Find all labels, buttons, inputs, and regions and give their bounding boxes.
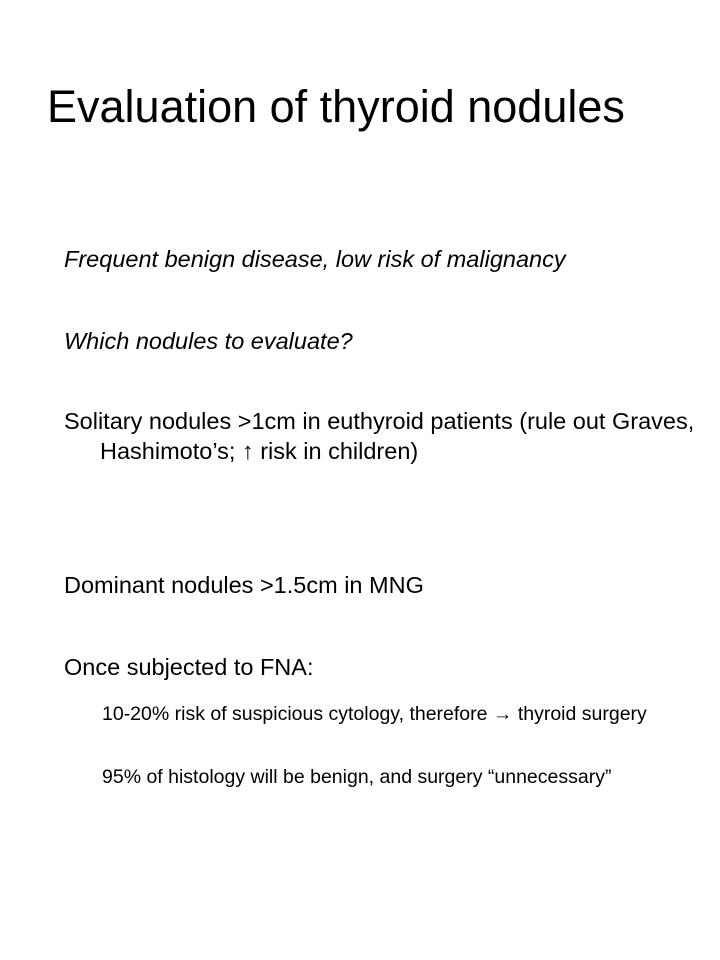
intro-text: Frequent benign disease, low risk of malignancy bbox=[64, 246, 566, 272]
fna-point-cytology: 10-20% risk of suspicious cytology, therefore → thyroid surgery bbox=[102, 703, 647, 725]
slide-title: Evaluation of thyroid nodules bbox=[47, 81, 625, 132]
question-text: Which nodules to evaluate? bbox=[64, 328, 353, 354]
fna-heading: Once subjected to FNA: bbox=[64, 654, 314, 680]
fna-point-histology: 95% of histology will be benign, and surgery “unnecessary” bbox=[102, 766, 612, 788]
solitary-nodules-text: Solitary nodules >1cm in euthyroid patients (rule out Graves, Hashimoto’s; ↑ risk in children) bbox=[64, 408, 695, 464]
dominant-nodules-text: Dominant nodules >1.5cm in MNG bbox=[64, 572, 424, 598]
